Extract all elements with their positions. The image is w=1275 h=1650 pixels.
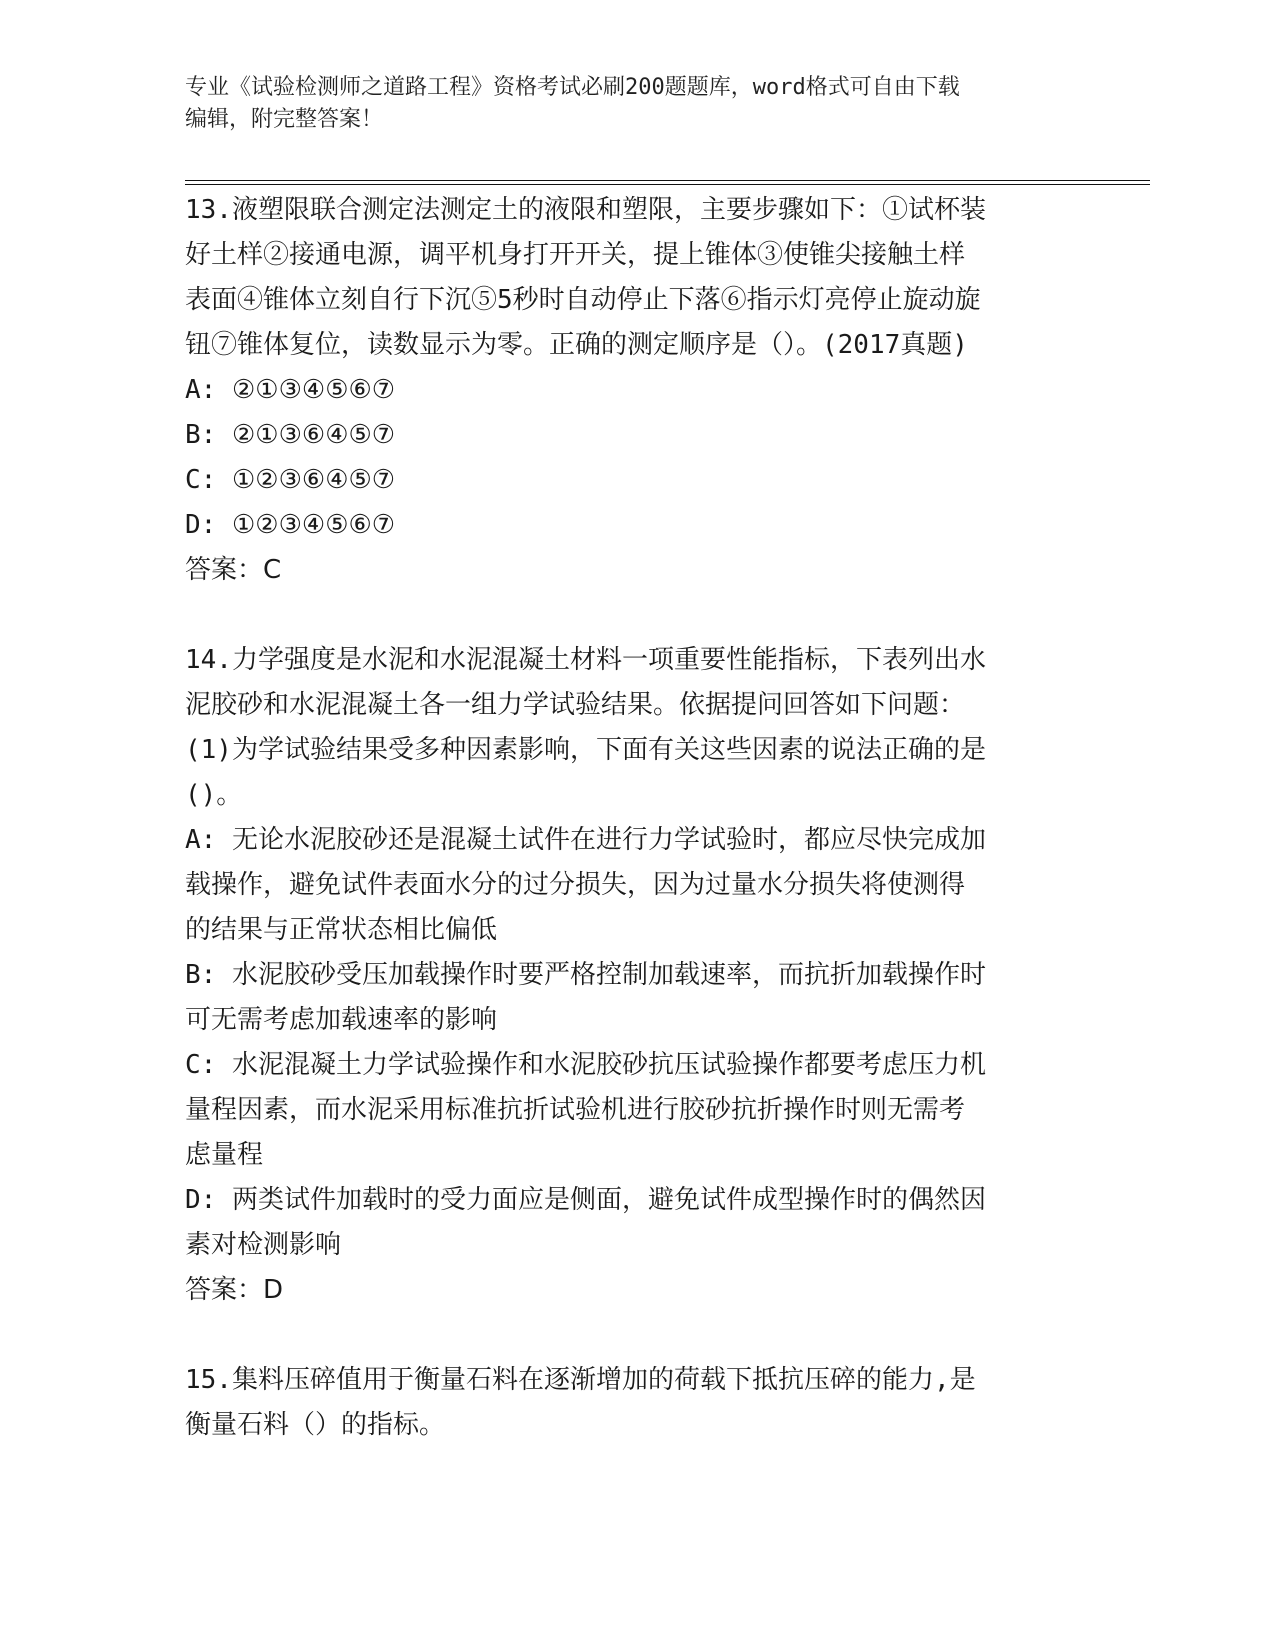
spacer [185, 593, 1085, 638]
question-stem-line: 14.力学强度是水泥和水泥混凝土材料一项重要性能指标，下表列出水 [185, 645, 986, 675]
option-a: A: 无论水泥胶砂还是混凝土试件在进行力学试验时，都应尽快完成加 [185, 825, 986, 855]
option-a-cont: 的结果与正常状态相比偏低 [185, 915, 498, 945]
option-b: B: ②①③⑥④⑤⑦ [185, 420, 396, 450]
option-d-cont: 素对检测影响 [185, 1230, 342, 1260]
option-a: A: ②①③④⑤⑥⑦ [185, 375, 396, 405]
question-stem-line: 13.液塑限联合测定法测定土的液限和塑限，主要步骤如下：①试杯装 [185, 195, 986, 225]
option-b-cont: 可无需考虑加载速率的影响 [185, 1005, 498, 1035]
option-d: D: ①②③④⑤⑥⑦ [185, 510, 396, 540]
question-stem-line: 15.集料压碎值用于衡量石料在逐渐增加的荷载下抵抗压碎的能力,是 [185, 1365, 976, 1395]
answer-label: 答案：C [185, 555, 282, 585]
spacer [185, 1313, 1085, 1358]
question-list [185, 188, 1085, 1448]
option-d: D: 两类试件加载时的受力面应是侧面，避免试件成型操作时的偶然因 [185, 1185, 986, 1215]
header-divider [185, 180, 1150, 185]
question-13 [185, 188, 1085, 593]
option-c: C: ①②③⑥④⑤⑦ [185, 465, 396, 495]
question-stem-line: 钮⑦锥体复位，读数显示为零。正确的测定顺序是（）。(2017真题) [185, 330, 968, 360]
header-line-1: 专业《试验检测师之道路工程》资格考试必刷200题题库，word格式可自由下载 [185, 75, 960, 100]
option-a-cont: 载操作，避免试件表面水分的过分损失，因为过量水分损失将使测得 [185, 870, 966, 900]
question-14 [185, 638, 1085, 1313]
question-stem-line: 衡量石料（）的指标。 [185, 1410, 446, 1440]
option-c-cont: 虑量程 [185, 1140, 264, 1170]
answer-label: 答案：D [185, 1275, 284, 1305]
question-stem-line: (1)为学试验结果受多种因素影响，下面有关这些因素的说法正确的是 [185, 735, 986, 765]
option-c-cont: 量程因素，而水泥采用标准抗折试验机进行胶砂抗折操作时则无需考 [185, 1095, 966, 1125]
question-stem-line: 表面④锥体立刻自行下沉⑤5秒时自动停止下落⑥指示灯亮停止旋动旋 [185, 285, 981, 315]
question-stem-line: 泥胶砂和水泥混凝土各一组力学试验结果。依据提问回答如下问题： [185, 690, 966, 720]
header-line-2: 编辑，附完整答案！ [185, 107, 384, 132]
question-stem-line: 好土样②接通电源，调平机身打开开关，提上锥体③使锥尖接触土样 [185, 240, 966, 270]
question-stem-line: ()。 [185, 780, 243, 810]
question-15 [185, 1358, 1085, 1448]
page-header [185, 72, 1065, 136]
option-b: B: 水泥胶砂受压加载操作时要严格控制加载速率，而抗折加载操作时 [185, 960, 986, 990]
option-c: C: 水泥混凝土力学试验操作和水泥胶砂抗压试验操作都要考虑压力机 [185, 1050, 986, 1080]
